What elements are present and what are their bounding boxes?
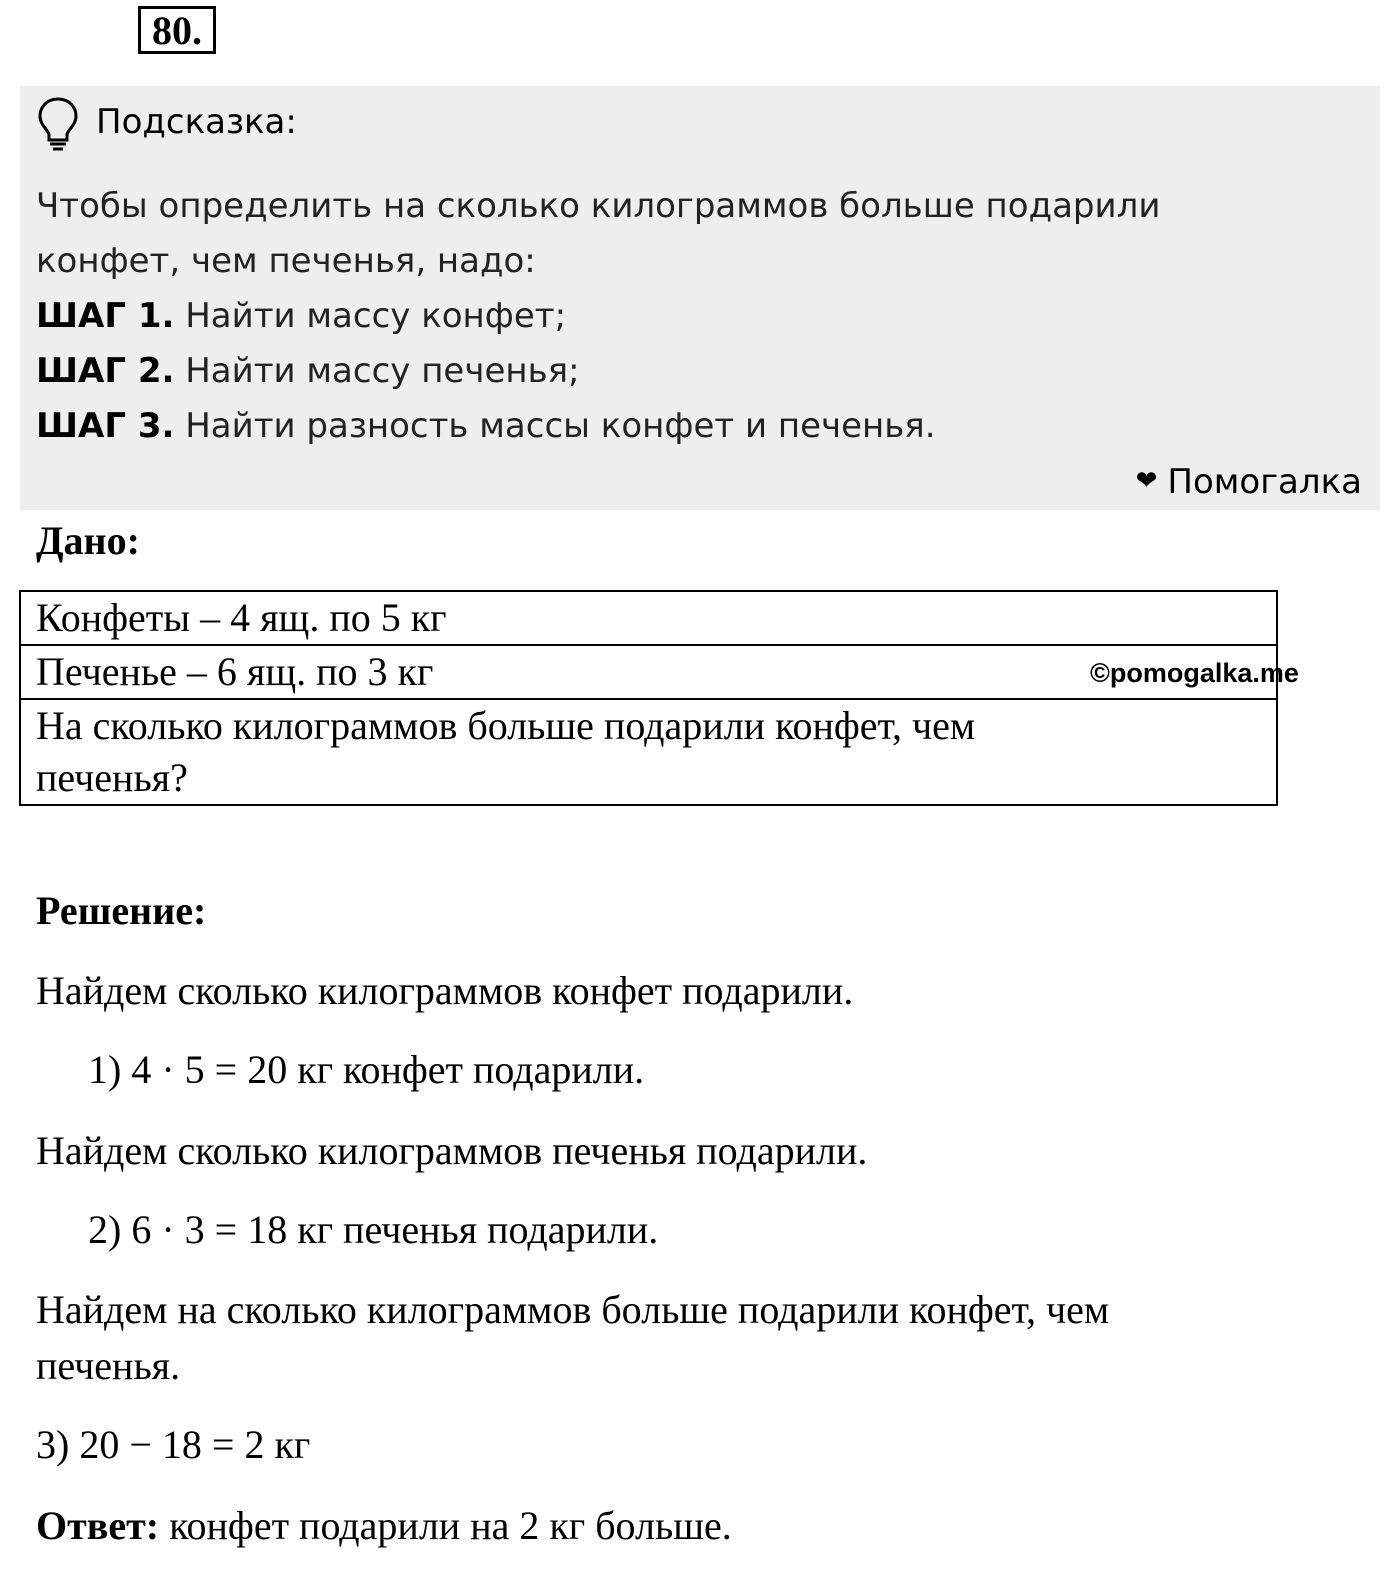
- solution-heading: Решение:: [36, 888, 207, 933]
- step-1-label: ШАГ 1.: [36, 296, 175, 336]
- brand-label: [1136, 461, 1362, 506]
- hint-title: Подсказка:: [96, 102, 297, 142]
- step-3-text: Найти разность массы конфет и печенья.: [174, 406, 936, 446]
- given-heading: Дано:: [36, 518, 140, 563]
- hint-step-2: [36, 351, 580, 391]
- task-number: 80.: [138, 6, 216, 54]
- hint-step-3: [36, 406, 936, 446]
- question-line-1: На сколько килограммов больше подарили конфет, чем: [36, 703, 976, 748]
- solution-line-2: Найдем сколько килограммов печенья подарили.: [36, 1128, 868, 1173]
- solution-line-1: Найдем сколько килограммов конфет подарили.: [36, 968, 854, 1013]
- answer-label: Ответ:: [36, 1503, 160, 1548]
- solution-line-3b: печенья.: [36, 1343, 181, 1388]
- step-3-label: ШАГ 3.: [36, 406, 175, 446]
- given-row: [20, 591, 1277, 645]
- hint-box: [20, 86, 1380, 510]
- given-cell-candies: Конфеты – 4 ящ. по 5 кг: [20, 591, 1277, 645]
- given-row: [20, 645, 1277, 699]
- lightbulb-icon: [36, 96, 80, 152]
- answer-text: конфет подарили на 2 кг больше.: [159, 1503, 732, 1548]
- step-2-label: ШАГ 2.: [36, 351, 175, 391]
- solution-step-3: 3) 20 − 18 = 2 кг: [36, 1422, 311, 1467]
- hint-step-1: [36, 296, 566, 336]
- given-cell-cookies: Печенье – 6 ящ. по 3 кг: [20, 645, 1277, 699]
- hint-intro-line-2: конфет, чем печенья, надо:: [36, 241, 536, 281]
- brand-name: Помогалка: [1167, 462, 1362, 502]
- step-1-text: Найти массу конфет;: [174, 296, 567, 336]
- solution-step-1: 1) 4 · 5 = 20 кг конфет подарили.: [88, 1047, 645, 1092]
- given-cell-question: [20, 699, 1277, 805]
- step-2-text: Найти массу печенья;: [174, 351, 580, 391]
- given-table: [19, 590, 1278, 806]
- answer-line: [36, 1502, 732, 1550]
- solution-step-2: 2) 6 · 3 = 18 кг печенья подарили.: [88, 1207, 659, 1252]
- given-row: [20, 699, 1277, 805]
- hint-intro-line-1: Чтобы определить на сколько килограммов больше подарили: [36, 186, 1161, 226]
- solution-line-3a: Найдем на сколько килограммов больше подарили конфет, чем: [36, 1287, 1110, 1332]
- watermark: ©pomogalka.me: [1090, 658, 1299, 688]
- question-line-2: печенья?: [36, 755, 188, 800]
- heart-icon: ❤: [1135, 466, 1158, 496]
